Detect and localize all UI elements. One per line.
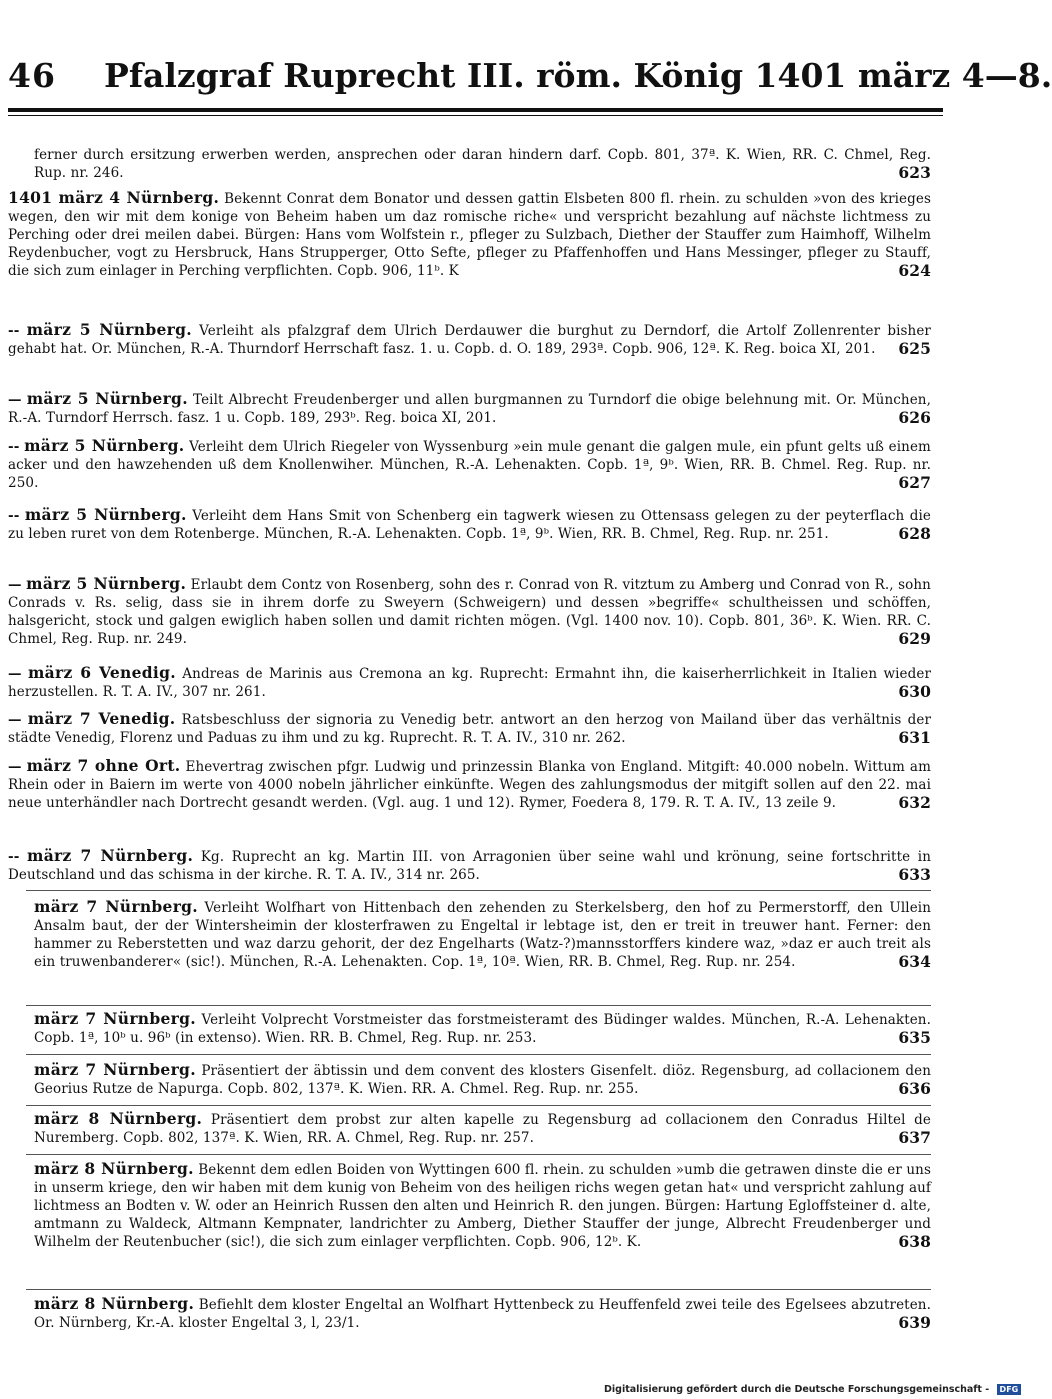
entry-text: Präsentiert dem probst zur alten kapelle zu Regensburg ad collacionem den Conradus Hiltel de Nuremberg. Copb. 802, 137ª. K. Wien, RR. A. Chmel, Reg. Rup. nr. 257. [34, 1112, 931, 1146]
entry-text: Ehevertrag zwischen pfgr. Ludwig und prinzessin Blanka von England. Mitgift: 40.000 nobeln. Wittum am Rhein oder in Baiern im werte von 4000 nobeln jährlicher einkünfte. Wegen des zahlungsmodus der mitgift sollen auf den 22. mai neue unterhändler nach Dortrecht gesandt werden. (Vgl. aug. 1 und 12). Rymer, Foedera 8, 179. R. T. A. IV., 13 zeile 9. [8, 759, 931, 811]
entry-text: Andreas de Marinis aus Cremona an kg. Ruprecht: Ermahnt ihn, die kaiserherrlichkeit in Italien wieder herzustellen. R. T. A. IV., 307 nr. 261. [8, 666, 932, 700]
entry-number: 626 [898, 408, 931, 427]
regest-entry [8, 846, 931, 884]
regest-entry [8, 320, 931, 358]
entry-dash: — [8, 392, 22, 408]
entry-dash: -- [8, 849, 20, 865]
entry-number: 631 [898, 728, 931, 747]
entry-text: Ratsbeschluss der signoria zu Venedig betr. antwort an den herzog von Mailand über das verhältnis der städte Venedig, Florenz und Paduas zu ihm und zu kg. Ruprecht. R. T. A. IV., 310 nr. 262. [8, 712, 931, 746]
entry-text: Präsentiert der äbtissin und dem convent des klosters Gisenfelt. diöz. Regensburg, ad collacionem den Georius Rutze de Napurga. Copb. 802, 137ª. K. Wien. RR. A. Chmel. Reg. Rup. nr. 255. [34, 1063, 931, 1097]
regest-entry [8, 389, 931, 427]
entry-text: Verleiht dem Ulrich Riegeler von Wyssenburg »ein mule genant die galgen mule, ein pfunt gelts uß einem acker und den hawzehenden uß dem Knollenwiher. München, R.-A. Lehenakten. Copb. 1ª, 9ᵇ. Wien, RR. B. Chmel. Reg. Rup. nr. 250. [8, 439, 931, 491]
regest-entry [8, 574, 931, 648]
entry-date: märz 7 Nürnberg. [34, 1009, 196, 1028]
entry-dash: -- [8, 439, 20, 455]
entry-separator [26, 1105, 931, 1106]
entry-date: märz 7 Venedig. [27, 709, 176, 728]
entry-number: 638 [898, 1232, 931, 1251]
entry-number: 625 [898, 339, 931, 358]
regest-entry [28, 898, 931, 971]
entry-number: 637 [898, 1128, 931, 1147]
entry-date: märz 8 Nürnberg. [34, 1109, 203, 1128]
entry-number: 633 [898, 865, 931, 884]
regest-entry [8, 709, 931, 747]
entry-date: märz 6 Venedig. [27, 663, 176, 682]
entry-dash: — [8, 577, 22, 593]
entry-text: Bekennt Conrat dem Bonator und dessen gattin Elsbeten 800 fl. rhein. zu schulden »von des krieges wegen, den wir mit dem konige von Beheim haben um daz romische riche« und verspricht bezahlung auf nächste lichtmess zu Perching oder drei meilen dabei. Bürgen: Hans vom Wolfstein r., pfleger zu Sulzbach, Diether der Stauffer zum Haimhoff, Wilhelm Reydenbucher, vogt zu Hersbruck, Hans Strupperger, Otto Sefte, pfleger zu Pfaffenhoffen und Hans Messinger, pfleger zu Stauff, die sich zum einlager in Perching verpflichten. Copb. 906, 11ᵇ. K [8, 191, 931, 279]
entry-date: märz 5 Nürnberg. [26, 389, 188, 408]
regest-entry [8, 505, 931, 543]
entry-text: Verleiht als pfalzgraf dem Ulrich Derdauwer die burghut zu Derndorf, die Artolf Zollenrenter bisher gehabt hat. Or. München, R.-A. Thurndorf Herrschaft fasz. 1. u. Copb. d. O. 189, 293ª. Copb. 906, 12ª. K. Reg. boica XI, 201. [8, 323, 931, 357]
entry-number: 635 [898, 1028, 931, 1047]
entry-dash: — [8, 666, 22, 682]
entry-number: 634 [898, 952, 931, 971]
entry-text: Verleiht Wolfhart von Hittenbach den zehenden zu Sterkelsberg, den hof zu Permerstorff, den Ullein Ansalm baut, der der Wintersheimin der klosterfrawen zu Engeltal ir lebtage ist, den er treit in treuwer hant. Ferner: den hammer zu Reberstetten und waz darzu gehorit, der dez Engelharts (Watz-?)mannsstorffers kindere waz, »daz er auch treit als ein truwenbanderer« (sic!). München, R.-A. Lehenakten. Cop. 1ª, 10ª. Wien, RR. B. Chmel, Reg. Rup. nr. 254. [34, 900, 931, 970]
header-rule-thick [8, 108, 943, 112]
entry-date: märz 5 Nürnberg. [26, 574, 187, 593]
regest-entry [28, 1110, 931, 1147]
entry-dash: — [8, 759, 22, 775]
page-number: 46 [8, 56, 56, 95]
regest-entry [28, 1295, 931, 1332]
entry-date: märz 5 Nürnberg. [26, 320, 192, 339]
entry-text: ferner durch ersitzung erwerben werden, ansprechen oder daran hindern darf. Copb. 801, 37ª. K. Wien, RR. C. Chmel, Reg. Rup. nr. 246. [34, 147, 931, 181]
entry-separator [26, 1289, 931, 1290]
entry-date: märz 7 Nürnberg. [27, 846, 194, 865]
entry-number: 630 [898, 682, 931, 701]
entry-text: Verleiht dem Hans Smit von Schenberg ein tagwerk wiesen zu Ottensass gelegen zu der peyterflach die zu leben ruret von dem Rotenberge. München, R.-A. Lehenakten. Copb. 1ª, 9ᵇ. Wien, RR. B. Chmel, Reg. Rup. nr. 251. [8, 508, 931, 542]
regest-entry [28, 1160, 931, 1251]
entry-text: Kg. Ruprecht an kg. Martin III. von Arragonien über seine wahl und krönung, seine fortschritte in Deutschland und das schisma in der kirche. R. T. A. IV., 314 nr. 265. [8, 849, 931, 883]
entry-text: Bekennt dem edlen Boiden von Wyttingen 600 fl. rhein. zu schulden »umb die getrawen dinste die er uns in unserm kriege, den wir haben mit dem kunig von Beheim von des heiligen richs wegen getan hat« und verspricht zahlung auf lichtmess an Bodten v. W. oder an Heinrich Russen den alten und Heinrich R. den jungen. Bürgen: Hartung Egloffsteiner d. alte, amtmann zu Waldeck, Altmann Kempnater, landrichter zu Amberg, Diether Stauffer der junge, Albrecht Freudenberger und Wilhelm der Reutenbucher (sic!), die sich zum einlager verpflichten. Copb. 906, 12ᵇ. K. [34, 1162, 931, 1250]
running-title: Pfalzgraf Ruprecht III. röm. König 1401 märz 4—8. [104, 56, 1052, 95]
entry-separator [26, 890, 931, 891]
entry-dash: -- [8, 508, 20, 524]
regest-entry [8, 436, 931, 492]
entry-text: Befiehlt dem kloster Engeltal an Wolfhart Hyttenbeck zu Heuffenfeld zwei teile des Egelsees abzutreten. Or. Nürnberg, Kr.-A. kloster Engeltal 3, l, 23/1. [34, 1297, 931, 1331]
entry-text: Verleiht Volprecht Vorstmeister das forstmeisteramt des Büdinger waldes. München, R.-A. Lehenakten. Copb. 1ª, 10ᵇ u. 96ᵇ (in extenso). Wien. RR. B. Chmel, Reg. Rup. nr. 253. [34, 1012, 931, 1046]
entry-text: Teilt Albrecht Freudenberger und allen burgmannen zu Turndorf die obige belehnung mit. Or. München, R.-A. Turndorf Herrsch. fasz. 1 u. Copb. 189, 293ᵇ. Reg. boica XI, 201. [8, 392, 931, 426]
entry-number: 628 [898, 524, 931, 543]
entry-dash: — [8, 712, 22, 728]
entry-date: märz 8 Nürnberg. [34, 1159, 194, 1178]
dfg-logo: DFG [997, 1384, 1022, 1395]
entry-number: 629 [898, 629, 931, 648]
entry-number: 624 [898, 261, 931, 280]
entry-number: 639 [898, 1313, 931, 1332]
entry-number: 627 [898, 473, 931, 492]
entry-dash: -- [8, 323, 20, 339]
regest-entry [8, 188, 931, 280]
entry-date: märz 7 Nürnberg. [34, 1060, 196, 1079]
header-rule-thin [8, 115, 943, 116]
entry-number: 623 [898, 163, 931, 182]
regest-entry [8, 663, 932, 701]
entry-date: märz 7 ohne Ort. [26, 756, 181, 775]
entry-number: 636 [898, 1079, 931, 1098]
entry-date: märz 5 Nürnberg. [24, 436, 185, 455]
entry-text: Erlaubt dem Contz von Rosenberg, sohn des r. Conrad von R. vitztum zu Amberg und Conrad von R., sohn Conrads v. Rs. selig, dass sie in ihrem dorfe zu Sweyern (Schweigern) und dessen »begriffe« schultheissen und schöffen, halsgericht, stock und galgen ewiglich haben sollen und damit richten mögen. (Vgl. 1400 nov. 10). Copb. 801, 36ᵇ. K. Wien. RR. C. Chmel, Reg. Rup. nr. 249. [8, 577, 931, 647]
entry-date: märz 5 Nürnberg. [24, 505, 187, 524]
credit-text: Digitalisierung gefördert durch die Deutsche Forschungsgemeinschaft - [604, 1384, 990, 1395]
regest-entry [8, 756, 931, 812]
entry-separator [26, 1154, 931, 1155]
digitization-credit [604, 1384, 1019, 1398]
regest-entry [28, 1010, 931, 1047]
page-header [8, 56, 1052, 100]
entry-date: märz 8 Nürnberg. [34, 1294, 195, 1313]
entry-date: 1401 märz 4 Nürnberg. [8, 188, 220, 207]
entry-separator [26, 1054, 931, 1055]
entry-date: märz 7 Nürnberg. [34, 897, 198, 916]
entry-number: 632 [898, 793, 931, 812]
regest-entry [28, 146, 931, 182]
entry-separator [26, 1005, 931, 1006]
regest-entry [28, 1061, 931, 1098]
